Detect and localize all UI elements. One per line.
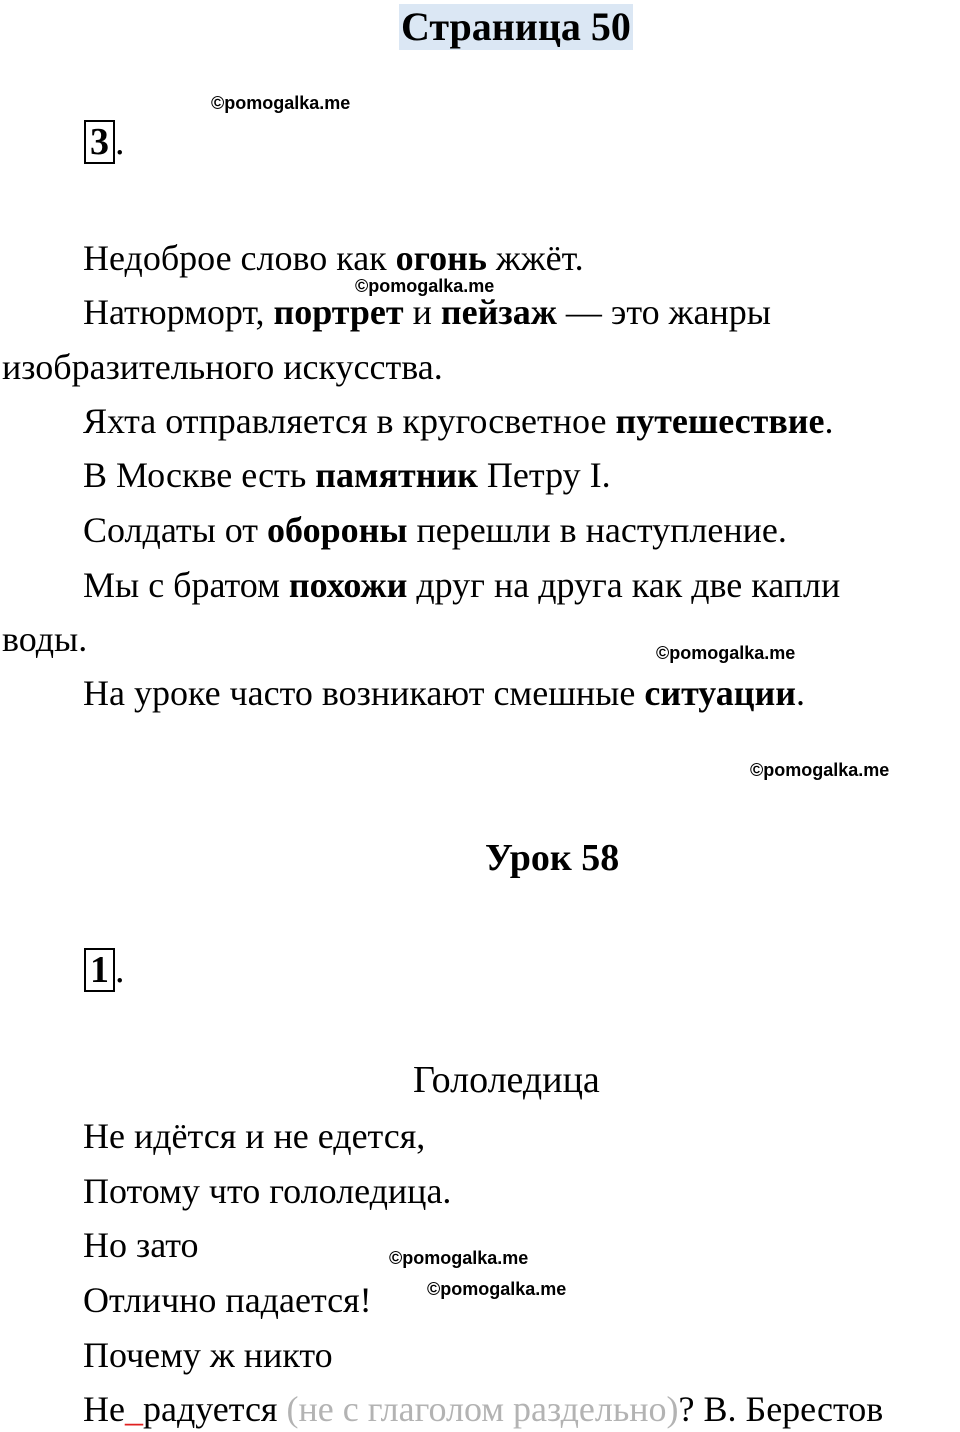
answer-word: портрет [273,292,404,332]
text-part: Мы с братом [83,565,289,605]
answer-word: похожи [288,565,408,605]
sentence-line [83,399,834,443]
task-number-box: 3 [84,120,115,164]
sentence-line [83,236,584,280]
text-part: Яхта отправляется в кругосветное [83,401,616,441]
answer-word: ситуации [644,673,797,713]
text-part: друг на друга как две капли [407,565,841,605]
sentence-line [83,508,787,552]
poem-line: Отлично падается! [83,1280,372,1320]
sentence-line [83,671,805,715]
task-number-dot: . [115,949,125,991]
text-part: воды. [2,619,88,659]
sentence-line [83,453,611,497]
text-part: — это жанры [556,292,771,332]
text-part: Петру I. [477,455,611,495]
watermark: ©pomogalka.me [656,643,796,663]
sentence-line [83,290,771,334]
text-part: Недоброе слово как [83,238,396,278]
text-part: Солдаты от [83,510,268,550]
watermark: ©pomogalka.me [750,760,890,780]
rule-hint: (не с глаголом раздельно) [286,1389,679,1429]
task-number-dot: . [115,121,125,163]
text-part: радуется [142,1389,278,1429]
answer-word: пейзаж [440,292,557,332]
page-title: Страница 50 [401,4,631,49]
text-part: . [796,673,806,713]
answer-word: памятник [315,455,478,495]
text-part: На уроке часто возникают смешные [83,673,645,713]
poem-title: Гололедица [413,1059,600,1101]
text-part: Натюрморт, [83,292,274,332]
poem-line: Но зато [83,1225,199,1265]
text-part: Не [83,1389,125,1429]
watermark: ©pomogalka.me [389,1248,529,1268]
watermark: ©pomogalka.me [427,1279,567,1299]
text-part: изобразительного искусства. [2,347,443,387]
task-number-3 [84,120,125,164]
watermark: ©pomogalka.me [211,93,351,113]
answer-word: обороны [267,510,408,550]
lesson-title: Урок 58 [485,837,620,879]
text-part: . [824,401,834,441]
text-part: жжёт. [486,238,584,278]
answer-word: путешествие [615,401,825,441]
text-part: В Москве есть [83,455,316,495]
text-part: и [403,292,441,332]
text-space [278,1389,287,1429]
task-number-1 [84,948,125,992]
sentence-line [2,617,87,661]
watermark: ©pomogalka.me [355,276,495,296]
space-marker: _ [124,1389,143,1429]
poem-line: Не идётся и не едется, [83,1116,426,1156]
text-part: ? В. Берестов [678,1389,884,1429]
answer-word: огонь [395,238,487,278]
poem-line: Потому что гололедица. [83,1171,452,1211]
task-number-box: 1 [84,948,115,992]
sentence-line [2,345,443,389]
poem-line: Почему ж никто [83,1335,333,1375]
sentence-line [83,563,840,607]
text-part: перешли в наступление. [407,510,787,550]
poem-last-line [83,1387,883,1431]
